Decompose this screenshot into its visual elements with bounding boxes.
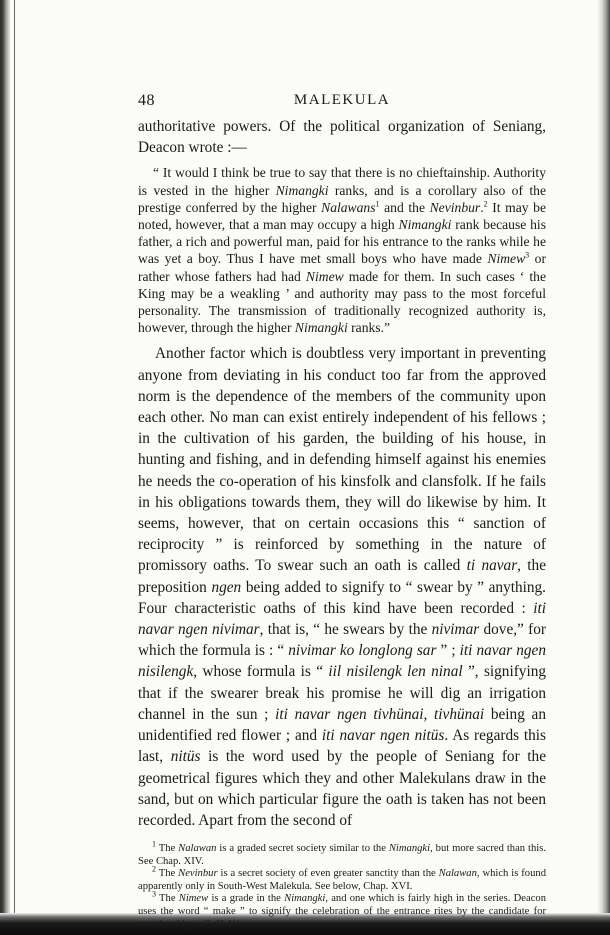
native-term: iil nisilengk len ninal	[328, 663, 463, 681]
quote-text: ranks, and is a corollary also of the prestige conferred by the higher	[138, 182, 546, 215]
footnote-text: is a secret society of even greater sanctity than the	[217, 868, 439, 880]
quote-text: made for them. In such cases ‘ the King may be a weakling ’ and authority may pass to the most forceful personality. The transmission of traditionally recognized authority is, however, through the higher	[138, 268, 546, 336]
quote-text: ranks.”	[347, 320, 391, 336]
footnote-text: is a graded secret society similar to the	[216, 843, 389, 855]
quote-term: Nimew	[305, 268, 344, 284]
native-term: nitüs	[170, 748, 201, 766]
paragraph-text: . As regards this last,	[138, 727, 546, 766]
native-term: nivimar	[431, 621, 480, 639]
quote-term: Nimew	[487, 251, 526, 267]
footnote-text: is a grade in the	[208, 893, 285, 905]
native-term: nivimar ko longlong sar	[288, 642, 437, 660]
native-term: iti navar ngen nisilengk	[138, 642, 546, 681]
footnote-ref-3: 3	[525, 250, 530, 260]
footnote-text: The	[156, 893, 179, 905]
deacon-quotation: “ It would I think be true to say that there is no chieftainship. Authority is vested in the higher Nimangki ranks, and is a corollary also of the prestige conferred by the higher Nalawans$^1$ and the Nevinbur.$^2$ It may be noted, however, that a man may occupy a high Nimangki rank because his father, a rich and powerful man, paid for his entrance to the ranks while he was yet a boy. Thus I have met small boys who have made Nimew$^3$ or rather whose fathers had had Nimew made for them. In such cases ‘ the King may be a weakling ’ and authority may pass to the most forceful personality. The transmission of traditionally recognized authority is, however, through the higher Nimangki ranks.”	[138, 165, 546, 336]
footnote-term: Nevinbur	[178, 868, 218, 880]
running-title: MALEKULA	[293, 92, 391, 108]
quote-text: or rather whose fathers had had	[138, 251, 546, 284]
footnote-ref-1: 1	[375, 199, 380, 209]
quote-text: “ It would I think be true to say that there is no chieftainship. Authority is vested in the higher	[138, 165, 546, 198]
native-term: iti navar ngen nitüs	[321, 727, 445, 745]
book-page	[138, 92, 546, 931]
quote-term: Nimangki	[398, 217, 452, 233]
paragraph-text: ”, signifying that if the swearer break his promise he will dig an irrigation channel in the sun ;	[138, 663, 546, 723]
native-term: iti navar ngen tivhünai, tivhünai	[275, 705, 485, 723]
footnote-term: Nalawan	[438, 868, 477, 880]
scan-left-edge	[0, 0, 10, 935]
paragraph-text: is the word used by the people of Seniang for the geometrical figures which they and other Malekulans draw in the sand, but on which particular figure the oath is taken has not been recorded. Apart from the second of	[138, 748, 546, 829]
paragraph-text: being an unidentified red flower ; and	[138, 705, 546, 745]
footnote-1	[138, 839, 546, 868]
intro-text: authoritative powers. Of the political organization of Seniang, Deacon wrote :—	[138, 118, 546, 157]
native-term: iti navar ngen nivimar	[138, 599, 546, 639]
quote-term: Nimangki	[275, 182, 329, 198]
quote-term: Nimangki	[294, 320, 348, 336]
footnote-3	[138, 889, 546, 931]
footnote-term: Nimew	[178, 893, 209, 905]
paragraph-text: ” ;	[436, 642, 460, 660]
paragraph-text: Another factor which is doubtless very important in preventing anyone from deviating in his conduct too far from the approved norm is the dependence of the members of the community upon each other. No man can exist entirely independent of his fellows ; in the cultivation of his garden, the building of his house, in hunting and fishing, and in defending himself against his enemies he needs the co-operation of his kinsfolk and clansfolk. If he fails in his obligations towards them, they will do likewise by him. It seems, however, that on certain occasions this “ sanction of reciprocity ” is reinforced by something in the nature of promissory oaths. To swear such an oath is called	[138, 345, 546, 575]
footnotes	[138, 839, 546, 931]
paragraph-text: , the preposition	[138, 557, 546, 596]
native-term: ngen	[211, 578, 242, 596]
footnote-mark: 3	[152, 889, 156, 899]
footnote-text: , which is found apparently only in South-West Malekula. See below, Chap. XVI.	[138, 868, 546, 892]
quote-term: Nalawans	[321, 199, 376, 215]
page-number: 48	[138, 92, 155, 109]
scan-left-rule	[14, 0, 15, 935]
footnote-2	[138, 864, 546, 893]
quote-term: Nevinbur	[429, 199, 481, 215]
footnote-text: The	[156, 868, 179, 880]
footnote-term: Nimangki	[388, 843, 431, 855]
footnote-text: , and one which is fairly high in the series. Deacon uses the word “ make ” to signify the celebration of the entrance rites by the candidate for membership.—C. H. W.	[138, 893, 546, 930]
footnote-term: Nimangki	[284, 893, 326, 905]
paragraph-text: dove,” for which the formula is : “	[138, 621, 546, 660]
footnote-ref-2: 2	[483, 199, 488, 209]
footnote-text: The	[156, 843, 179, 855]
footnote-mark: 2	[152, 864, 156, 874]
paragraph-text: , that is, “ he swears by the	[259, 621, 432, 639]
quote-text: and the	[379, 199, 430, 215]
quote-text: rank because his father, a rich and powerful man, paid for his entrance to the ranks while he was yet a boy. Thus I have met small boys who have made	[138, 217, 546, 267]
footnote-mark: 1	[152, 839, 156, 849]
scan-right-edge	[598, 0, 610, 935]
oaths-paragraph	[138, 343, 546, 831]
quote-text: It may be noted, however, that a man may occupy a high	[138, 199, 546, 233]
paragraph-text: , whose formula is “	[193, 663, 329, 681]
intro-paragraph	[138, 116, 546, 158]
footnote-text: , but more sacred than this. See Chap. XIV.	[138, 843, 546, 867]
paragraph-text: being added to signify to “ swear by ” anything. Four characteristic oaths of this kind have been recorded :	[138, 578, 547, 617]
page-header	[138, 92, 546, 116]
native-term: ti navar	[466, 557, 518, 575]
footnote-term: Nalawan	[178, 843, 217, 855]
